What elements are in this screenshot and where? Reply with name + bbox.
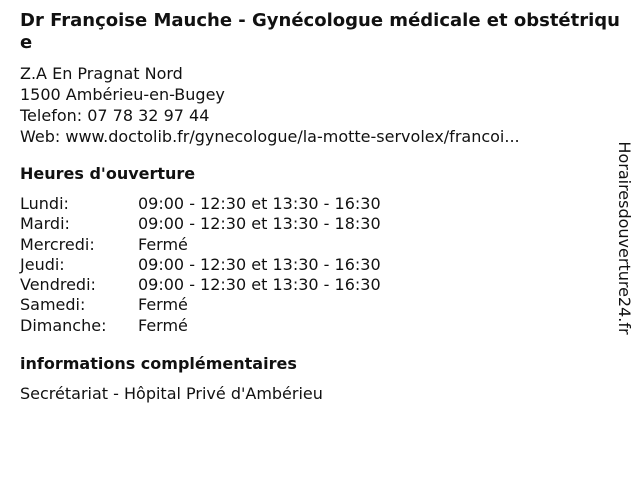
business-name: Dr Françoise Mauche - Gynécologue médicale et obstétrique [20, 10, 620, 53]
day-label: Dimanche: [20, 315, 107, 335]
hours-value: Fermé [138, 315, 188, 335]
opening-hours-heading: Heures d'ouverture [20, 164, 196, 183]
city: 1500 Ambérieu-en-Bugey [20, 85, 225, 104]
additional-info-text: Secrétariat - Hôpital Privé d'Ambérieu [20, 384, 323, 403]
hours-row-tuesday [20, 214, 381, 234]
street-address: Z.A En Pragnat Nord [20, 64, 183, 83]
hours-row-monday [20, 194, 381, 214]
hours-value: 09:00 - 12:30 et 13:30 - 16:30 [138, 194, 381, 213]
website: Web: www.doctolib.fr/gynecologue/la-motte-servolex/francoi... [20, 127, 520, 146]
hours-value: 09:00 - 12:30 et 13:30 - 16:30 [138, 254, 381, 274]
hours-value: Fermé [138, 295, 188, 315]
hours-row-thursday [20, 255, 381, 275]
day-label: Jeudi: [20, 254, 65, 274]
hours-value: 09:00 - 12:30 et 13:30 - 16:30 [138, 275, 381, 295]
address-block [20, 63, 520, 147]
day-label: Vendredi: [20, 275, 96, 295]
day-label: Mercredi: [20, 234, 95, 254]
day-label: Samedi: [20, 295, 86, 315]
hours-value: 09:00 - 12:30 et 13:30 - 18:30 [138, 214, 381, 234]
day-label: Mardi: [20, 214, 70, 234]
hours-row-wednesday [20, 235, 381, 255]
hours-row-saturday [20, 295, 381, 315]
hours-value: Fermé [138, 234, 188, 254]
hours-row-friday [20, 275, 381, 295]
hours-row-sunday [20, 316, 381, 336]
phone-number: Telefon: 07 78 32 97 44 [20, 106, 210, 125]
opening-hours-table [20, 194, 381, 336]
site-watermark: Horairesdouverture24.fr [615, 141, 634, 335]
day-label: Lundi: [20, 194, 69, 213]
additional-info-heading: informations complémentaires [20, 354, 297, 373]
